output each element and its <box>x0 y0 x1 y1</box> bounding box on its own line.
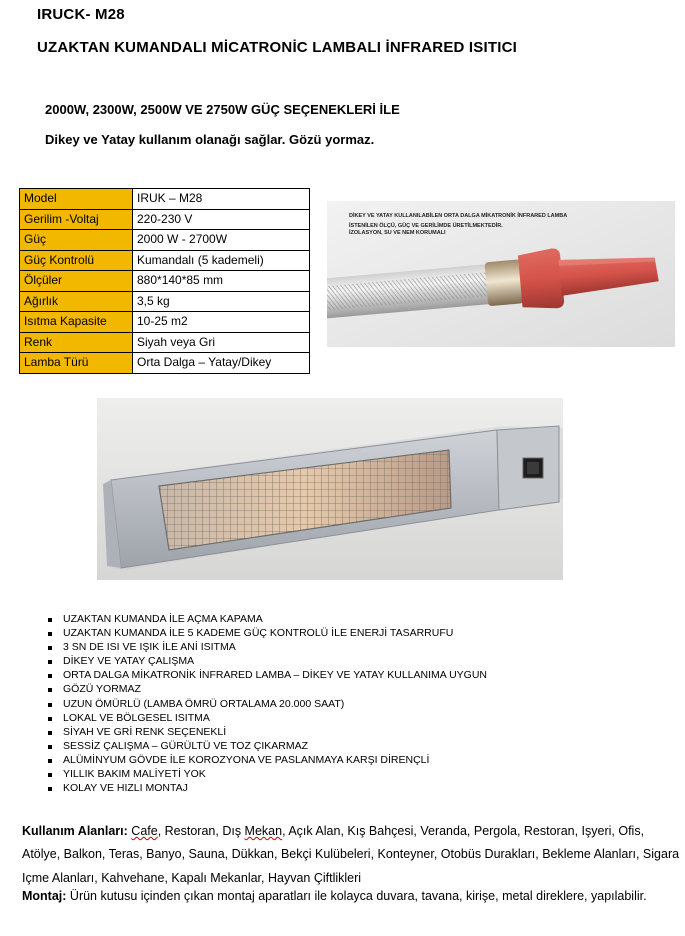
usage-word-cafe: Cafe <box>131 824 158 838</box>
spec-value: 880*140*85 mm <box>133 271 310 292</box>
feature-item: ORTA DALGA MİKATRONİK İNFRARED LAMBA – DİKEY VE YATAY KULLANIMA UYGUN <box>46 668 487 682</box>
spec-row <box>20 250 310 271</box>
spec-key: Model <box>20 189 133 210</box>
mounting-label: Montaj: <box>22 889 67 903</box>
feature-item: UZAKTAN KUMANDA İLE 5 KADEME GÜÇ KONTROLÜ İLE ENERJİ TASARRUFU <box>46 626 487 640</box>
feature-item: SİYAH VE GRİ RENK SEÇENEKLİ <box>46 725 487 739</box>
lamp-photo-caption <box>349 213 567 237</box>
usage-text-b: , Açık Alan, Kış Bahçesi, Veranda, Pergola, Restoran, Işyeri, Ofis, Atölye, Balkon, Teras, Banyo, Sauna, Dükkan, Bekçi Kulübeleri, Konteyner, Otobüs Durakları, Bekleme Alanları, Sigara Içme Alanları, Kahvehane, Kapalı Mekanlar, Hayvan Çiftlikleri <box>22 824 680 885</box>
feature-item: DİKEY VE YATAY ÇALIŞMA <box>46 654 487 668</box>
power-options-heading: 2000W, 2300W, 2500W VE 2750W GÜÇ SEÇENEKLERİ İLE <box>45 102 400 117</box>
spec-value: 2000 W - 2700W <box>133 230 310 251</box>
spec-key: Lamba Türü <box>20 353 133 374</box>
feature-item: UZAKTAN KUMANDA İLE AÇMA KAPAMA <box>46 612 487 626</box>
feature-item: 3 SN DE ISI VE IŞIK İLE ANİ ISITMA <box>46 640 487 654</box>
usage-word-mekan: Mekan <box>244 824 283 838</box>
usage-text-a: , Restoran, Dış <box>157 824 245 838</box>
spec-key: Güç <box>20 230 133 251</box>
spec-key: Renk <box>20 332 133 353</box>
spec-row <box>20 189 310 210</box>
document-model-title: IRUCK- M28 <box>37 6 125 23</box>
spec-key: Güç Kontrolü <box>20 250 133 271</box>
lamp-caption-line-2: İSTENİLEN ÖLÇÜ, GÜÇ VE GERİLİMDE ÜRETİLMEKTEDİR. <box>349 223 503 229</box>
spec-row <box>20 332 310 353</box>
heater-photo <box>97 398 563 580</box>
feature-list <box>46 612 487 795</box>
spec-value: 220-230 V <box>133 209 310 230</box>
spec-value: Kumandalı (5 kademeli) <box>133 250 310 271</box>
spec-value: Orta Dalga – Yatay/Dikey <box>133 353 310 374</box>
mounting-text: Ürün kutusu içinden çıkan montaj aparatları ile kolayca duvara, tavana, kirişe, metal direklere, yapılabilir. <box>66 889 647 903</box>
mounting-paragraph <box>22 889 672 903</box>
lamp-caption-line-1: DİKEY VE YATAY KULLANILABİLEN ORTA DALGA MİKATRONİK İNFRARED LAMBA <box>349 213 568 219</box>
feature-item: ALÜMİNYUM GÖVDE İLE KOROZYONA VE PASLANMAYA KARŞI DİRENÇLİ <box>46 753 487 767</box>
usage-areas-paragraph <box>22 820 682 890</box>
feature-item: SESSİZ ÇALIŞMA – GÜRÜLTÜ VE TOZ ÇIKARMAZ <box>46 739 487 753</box>
feature-item: LOKAL VE BÖLGESEL ISITMA <box>46 711 487 725</box>
feature-item: UZUN ÖMÜRLÜ (LAMBA ÖMRÜ ORTALAMA 20.000 SAAT) <box>46 697 487 711</box>
spec-key: Ağırlık <box>20 291 133 312</box>
spec-table <box>19 188 310 374</box>
heater-illustration <box>97 398 563 580</box>
spec-row <box>20 353 310 374</box>
spec-value: IRUK – M28 <box>133 189 310 210</box>
feature-item: KOLAY VE HIZLI MONTAJ <box>46 781 487 795</box>
usage-areas-label: Kullanım Alanları: <box>22 824 128 838</box>
document-product-title: UZAKTAN KUMANDALI MİCATRONİC LAMBALI İNFRARED ISITICI <box>37 39 517 56</box>
usage-note-heading: Dikey ve Yatay kullanım olanağı sağlar. Gözü yormaz. <box>45 132 375 147</box>
spec-value: 10-25 m2 <box>133 312 310 333</box>
spec-key: Isıtma Kapasite <box>20 312 133 333</box>
spec-row <box>20 230 310 251</box>
lamp-photo <box>327 201 675 347</box>
lamp-caption-line-3: İZOLASYON, SU VE NEM KORUMALI <box>349 230 446 236</box>
spec-key: Ölçüler <box>20 271 133 292</box>
feature-item: GÖZÜ YORMAZ <box>46 682 487 696</box>
spec-value: 3,5 kg <box>133 291 310 312</box>
spec-key: Gerilim -Voltaj <box>20 209 133 230</box>
spec-value: Siyah veya Gri <box>133 332 310 353</box>
spec-row <box>20 209 310 230</box>
spec-row <box>20 271 310 292</box>
spec-row <box>20 291 310 312</box>
feature-item: YILLIK BAKIM MALİYETİ YOK <box>46 767 487 781</box>
spec-row <box>20 312 310 333</box>
